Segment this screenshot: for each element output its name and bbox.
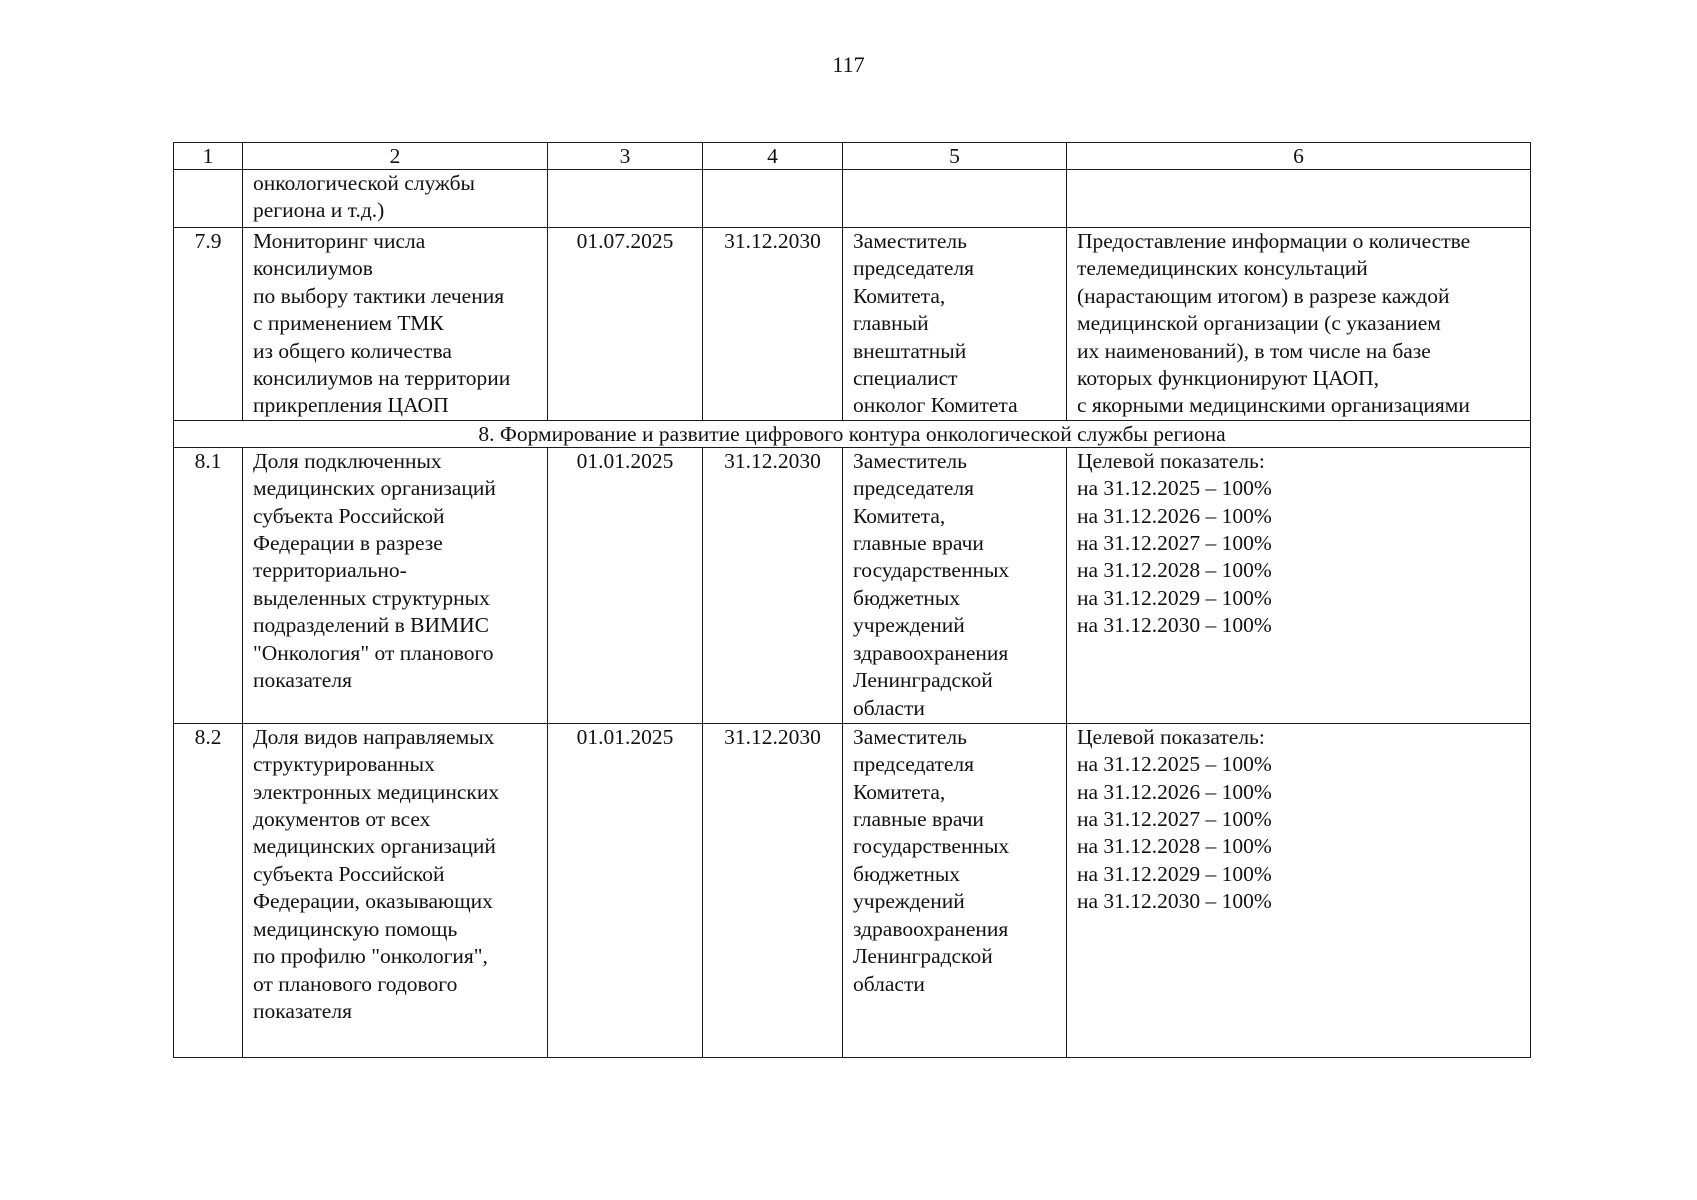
event-line: Федерации в разрезе xyxy=(253,531,443,556)
column-number-row xyxy=(174,143,1531,170)
event-line: субъекта Российской xyxy=(253,503,445,528)
result-line: на 31.12.2027 – 100% xyxy=(1077,807,1272,832)
result-line: на 31.12.2025 – 100% xyxy=(1077,476,1272,501)
row-number-cell: 8.2 xyxy=(174,723,243,1057)
result-line: на 31.12.2030 – 100% xyxy=(1077,613,1272,638)
result-cell xyxy=(1067,228,1531,421)
event-line: показателя xyxy=(253,998,352,1023)
result-cell xyxy=(1067,447,1531,723)
end-date-cell: 31.12.2030 xyxy=(703,723,843,1057)
event-line: субъекта Российской xyxy=(253,861,445,886)
table-row-8-1 xyxy=(174,447,1531,723)
result-line: на 31.12.2030 – 100% xyxy=(1077,889,1272,914)
responsible-cell xyxy=(843,447,1067,723)
event-cell xyxy=(243,228,548,421)
column-number-6: 6 xyxy=(1067,143,1531,170)
event-line: Федерации, оказывающих xyxy=(253,889,493,914)
result-line: которых функционируют ЦАОП, xyxy=(1077,366,1380,391)
event-line: от планового годового xyxy=(253,971,458,996)
responsible-line: главные врачи xyxy=(853,807,984,832)
responsible-line: здравоохранения xyxy=(853,916,1009,941)
responsible-line: бюджетных xyxy=(853,585,961,610)
row-number-cell xyxy=(174,170,243,228)
responsible-line: бюджетных xyxy=(853,861,961,886)
event-line: с применением ТМК xyxy=(253,311,444,336)
responsible-cell xyxy=(843,170,1067,228)
responsible-line: учреждений xyxy=(853,889,965,914)
event-line: по профилю "онкология", xyxy=(253,944,488,969)
start-date-cell: 01.07.2025 xyxy=(548,228,703,421)
event-line: "Онкология" от планового xyxy=(253,640,494,665)
responsible-line: учреждений xyxy=(853,613,965,638)
responsible-line: Комитета, xyxy=(853,283,946,308)
responsible-line: онколог Комитета xyxy=(853,393,1018,418)
responsible-line: главные врачи xyxy=(853,531,984,556)
responsible-line: области xyxy=(853,971,925,996)
responsible-line: Ленинградской xyxy=(853,944,993,969)
event-line: консилиумов на территории xyxy=(253,366,511,391)
row-number-cell: 8.1 xyxy=(174,447,243,723)
result-line: Целевой показатель: xyxy=(1077,448,1265,473)
section-heading-row xyxy=(174,420,1531,447)
column-number-2: 2 xyxy=(243,143,548,170)
start-date-cell xyxy=(548,170,703,228)
end-date-cell: 31.12.2030 xyxy=(703,447,843,723)
event-line: из общего количества xyxy=(253,338,452,363)
result-line: их наименований), в том числе на базе xyxy=(1077,338,1431,363)
result-line: (нарастающим итогом) в разрезе каждой xyxy=(1077,283,1450,308)
event-line: территориально- xyxy=(253,558,407,583)
responsible-cell xyxy=(843,228,1067,421)
event-line: Доля подключенных xyxy=(253,448,442,473)
event-cell xyxy=(243,447,548,723)
responsible-line: Комитета, xyxy=(853,779,946,804)
responsible-cell xyxy=(843,723,1067,1057)
responsible-line: главный xyxy=(853,311,929,336)
event-cell xyxy=(243,723,548,1057)
event-line: Мониторинг числа xyxy=(253,229,426,253)
responsible-line: области xyxy=(853,695,925,720)
section-heading: 8. Формирование и развитие цифрового контура онкологической службы региона xyxy=(174,420,1531,447)
responsible-line: Заместитель xyxy=(853,229,967,253)
event-line: электронных медицинских xyxy=(253,779,500,804)
responsible-line: Заместитель xyxy=(853,448,967,473)
event-line: медицинских организаций xyxy=(253,834,496,859)
column-number-1: 1 xyxy=(174,143,243,170)
event-line: региона и т.д.) xyxy=(253,198,385,223)
event-line: выделенных структурных xyxy=(253,585,490,610)
result-line: на 31.12.2028 – 100% xyxy=(1077,558,1272,583)
result-line: на 31.12.2026 – 100% xyxy=(1077,779,1272,804)
event-line: по выбору тактики лечения xyxy=(253,283,505,308)
column-number-5: 5 xyxy=(843,143,1067,170)
event-line: медицинскую помощь xyxy=(253,916,458,941)
end-date-cell: 31.12.2030 xyxy=(703,228,843,421)
result-line: на 31.12.2028 – 100% xyxy=(1077,834,1272,859)
result-line: с якорными медицинскими организациями xyxy=(1077,393,1470,418)
result-line: Целевой показатель: xyxy=(1077,724,1265,749)
event-line: Доля видов направляемых xyxy=(253,724,495,749)
event-line: медицинских организаций xyxy=(253,476,496,501)
responsible-line: Комитета, xyxy=(853,503,946,528)
responsible-line: Заместитель xyxy=(853,724,967,749)
responsible-line: государственных xyxy=(853,558,1010,583)
responsible-line: Ленинградской xyxy=(853,668,993,693)
event-line: подразделений в ВИМИС xyxy=(253,613,489,638)
result-line: на 31.12.2026 – 100% xyxy=(1077,503,1272,528)
result-line: медицинской организации (с указанием xyxy=(1077,311,1441,336)
result-line: на 31.12.2029 – 100% xyxy=(1077,861,1272,886)
responsible-line: специалист xyxy=(853,366,958,391)
responsible-line: председателя xyxy=(853,476,975,501)
event-cell xyxy=(243,170,548,228)
responsible-line: председателя xyxy=(853,752,975,777)
result-line: телемедицинских консультаций xyxy=(1077,256,1368,281)
result-line: на 31.12.2027 – 100% xyxy=(1077,531,1272,556)
event-line: структурированных xyxy=(253,752,435,777)
event-line: онкологической службы xyxy=(253,171,475,195)
result-cell xyxy=(1067,170,1531,228)
start-date-cell: 01.01.2025 xyxy=(548,723,703,1057)
table-row-continuation xyxy=(174,170,1531,228)
event-line: прикрепления ЦАОП xyxy=(253,393,449,418)
end-date-cell xyxy=(703,170,843,228)
result-line: на 31.12.2025 – 100% xyxy=(1077,752,1272,777)
page-number: 117 xyxy=(832,52,865,77)
event-line: документов от всех xyxy=(253,807,431,832)
responsible-line: внештатный xyxy=(853,338,967,363)
column-number-3: 3 xyxy=(548,143,703,170)
responsible-line: государственных xyxy=(853,834,1010,859)
responsible-line: председателя xyxy=(853,256,975,281)
result-cell xyxy=(1067,723,1531,1057)
row-number-cell: 7.9 xyxy=(174,228,243,421)
activities-table xyxy=(173,142,1531,1058)
table-row-7-9 xyxy=(174,228,1531,421)
start-date-cell: 01.01.2025 xyxy=(548,447,703,723)
responsible-line: здравоохранения xyxy=(853,640,1009,665)
column-number-4: 4 xyxy=(703,143,843,170)
event-line: консилиумов xyxy=(253,256,373,281)
result-line: Предоставление информации о количестве xyxy=(1077,229,1471,253)
result-line: на 31.12.2029 – 100% xyxy=(1077,585,1272,610)
event-line: показателя xyxy=(253,668,352,693)
table-row-8-2 xyxy=(174,723,1531,1057)
